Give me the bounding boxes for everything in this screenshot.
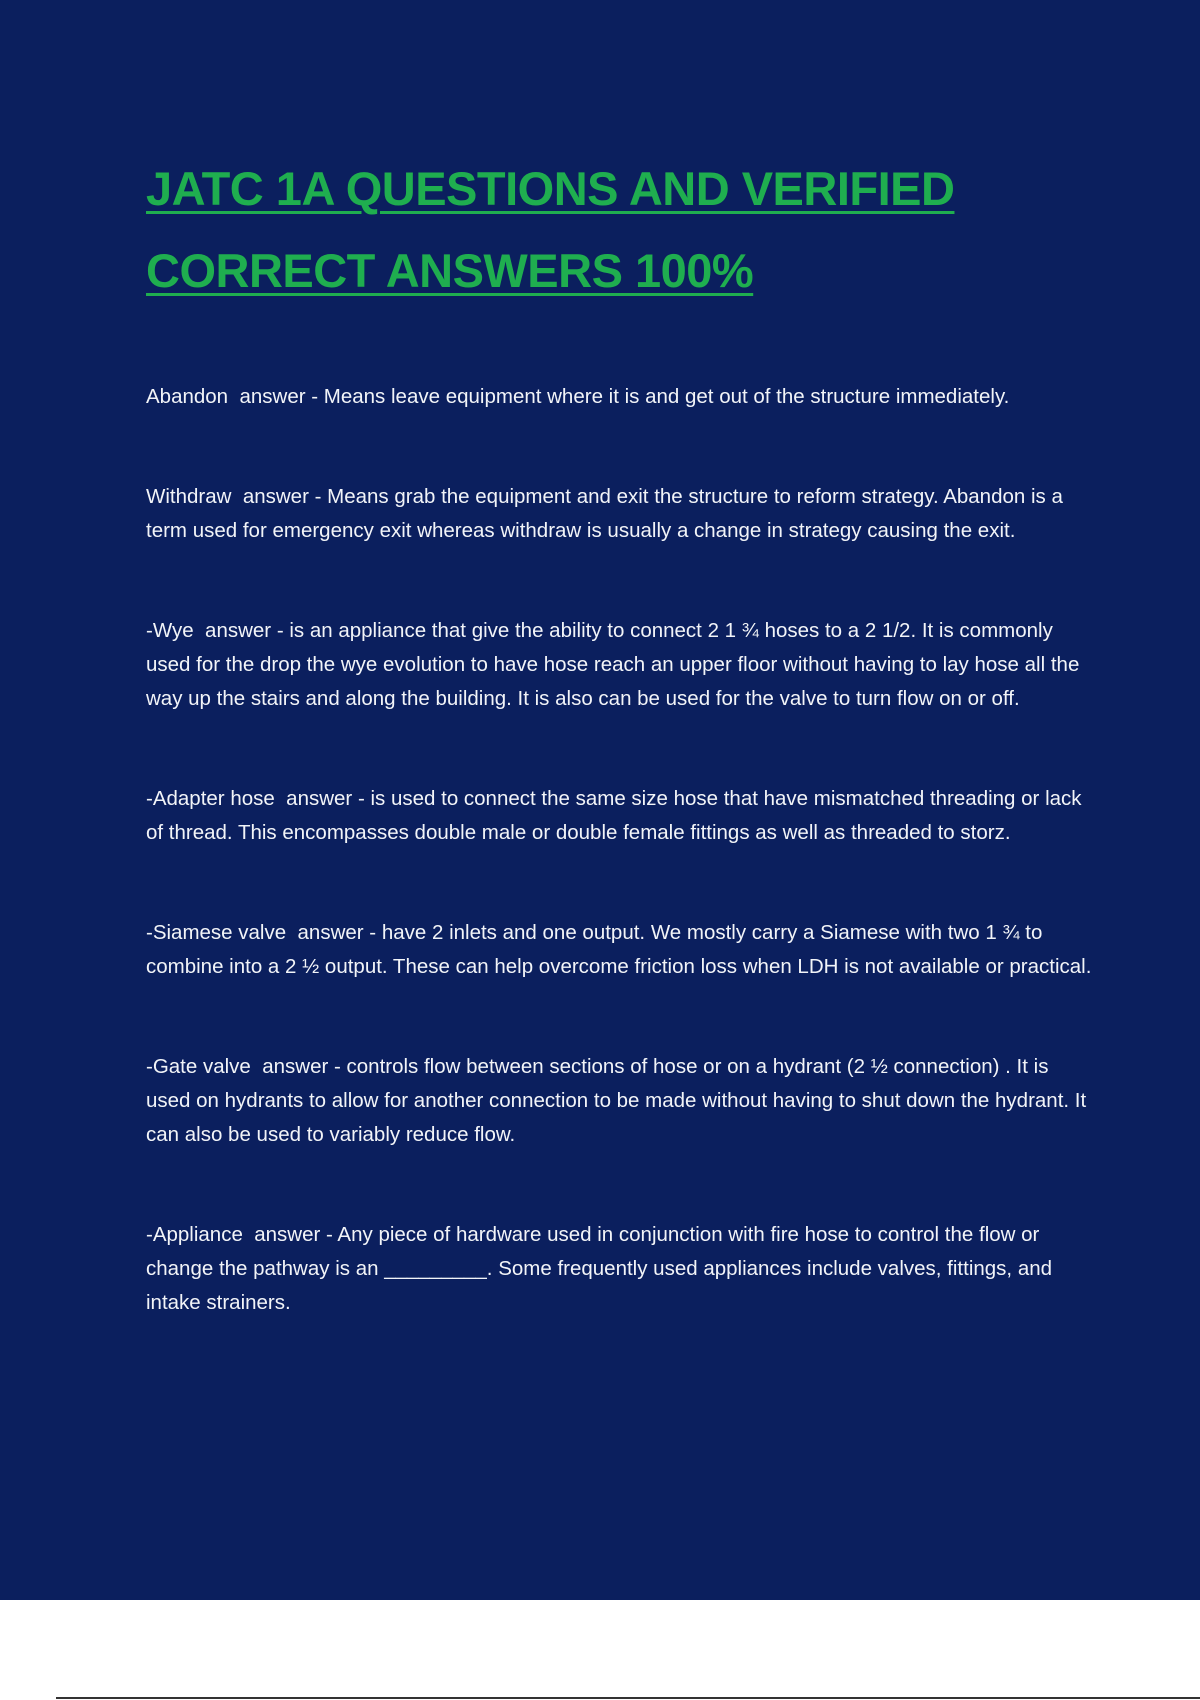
- document-content: [146, 148, 1096, 1386]
- footer-divider: [56, 1697, 1200, 1699]
- qa-entry-siamese-valve: -Siamese valve answer - have 2 inlets and one output. We mostly carry a Siamese with two 1 ¾ to combine into a 2 ½ output. These can help overcome friction loss when LDH is not available or practical.: [146, 921, 1092, 978]
- qa-entry-abandon: Abandon answer - Means leave equipment where it is and get out of the structure immediately.: [146, 385, 1010, 408]
- document-title: JATC 1A QUESTIONS AND VERIFIED CORRECT ANSWERS 100%: [146, 162, 955, 297]
- qa-entry-appliance: -Appliance answer - Any piece of hardware used in conjunction with fire hose to control the flow or change the pathway is an _________. Some frequently used appliances include valves, fittings, and intake strainers.: [146, 1223, 1058, 1314]
- qa-entry-wye: -Wye answer - is an appliance that give the ability to connect 2 1 ¾ hoses to a 2 1/2. It is commonly used for the drop the wye evolution to have hose reach an upper floor without having to lay hose all the way up the stairs and along the building. It is also can be used for the valve to turn flow on or off.: [146, 619, 1086, 710]
- qa-entry-withdraw: Withdraw answer - Means grab the equipment and exit the structure to reform strategy. Abandon is a term used for emergency exit whereas withdraw is usually a change in strategy causing the exit.: [146, 485, 1069, 542]
- qa-entry-adapter-hose: -Adapter hose answer - is used to connect the same size hose that have mismatched threading or lack of thread. This encompasses double male or double female fittings as well as threaded to storz.: [146, 787, 1088, 844]
- qa-entry-gate-valve: -Gate valve answer - controls flow between sections of hose or on a hydrant (2 ½ connection) . It is used on hydrants to allow for another connection to be made without having to shut down the hydrant. It can also be used to variably reduce flow.: [146, 1055, 1092, 1146]
